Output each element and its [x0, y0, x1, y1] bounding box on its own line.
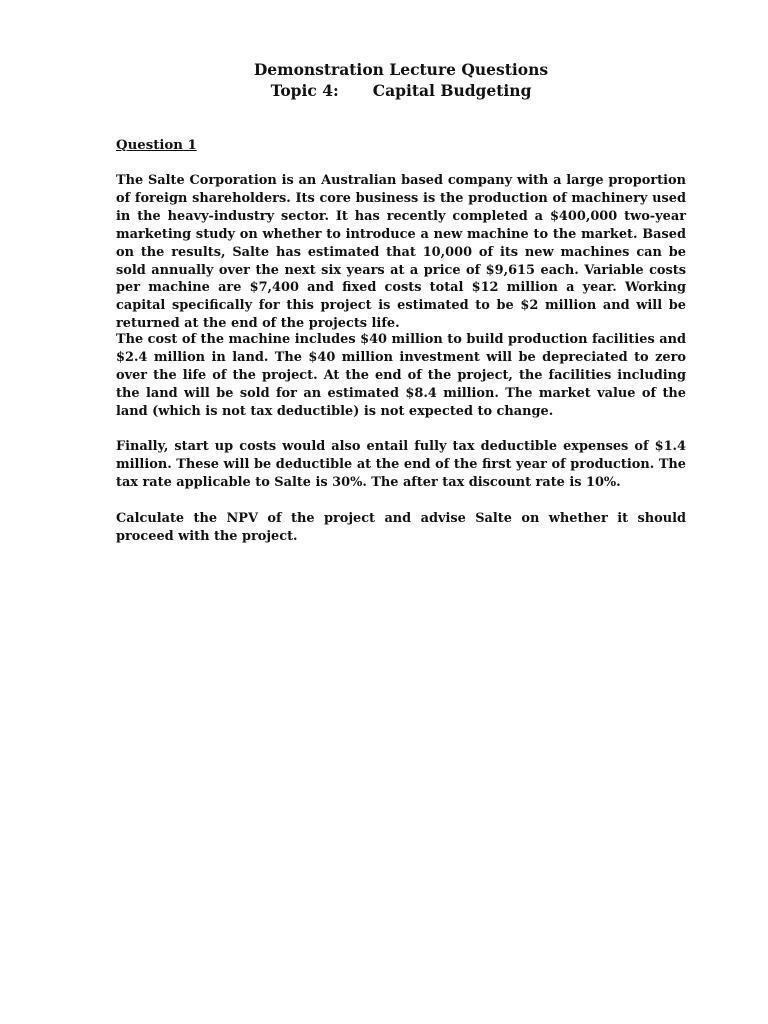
paragraph-instruction: Calculate the NPV of the project and advise Salte on whether it should proceed with the project.: [116, 511, 686, 544]
paragraph-company-background: The Salte Corporation is an Australian based company with a large proportion of foreign shareholders. Its core business is the production of machinery used in the heavy-industry sector. It has recently completed a $400,000 two-year marketing study on whether to introduce a new machine to the market. Based on the results, Salte has estimated that 10,000 of its new machines can be sold annually over the next six years at a price of $9,615 each. Variable costs per machine are $7,400 and fixed costs total $12 million a year. Working capital specifically for this project is estimated to be $2 million and will be returned at the end of the projects life.: [116, 173, 686, 332]
title-block: [116, 59, 686, 101]
document-title: Demonstration Lecture Questions: [253, 60, 549, 79]
question-heading: Question 1: [116, 138, 197, 153]
paragraph-machine-cost: The cost of the machine includes $40 million to build production facilities and $2.4 million in land. The $40 million investment will be depreciated to zero over the life of the project. At the end of the project, the facilities including the land will be sold for an estimated $8.4 million. The market value of the land (which is not tax deductible) is not expected to change.: [116, 332, 686, 419]
topic-label: Topic 4:: [270, 81, 339, 100]
topic-name: Capital Budgeting: [372, 81, 532, 100]
topic-line: [116, 80, 686, 101]
paragraph-startup-costs: Finally, start up costs would also entail fully tax deductible expenses of $1.4 million. These will be deductible at the end of the first year of production. The tax rate applicable to Salte is 30%. The after tax discount rate is 10%.: [116, 439, 686, 490]
